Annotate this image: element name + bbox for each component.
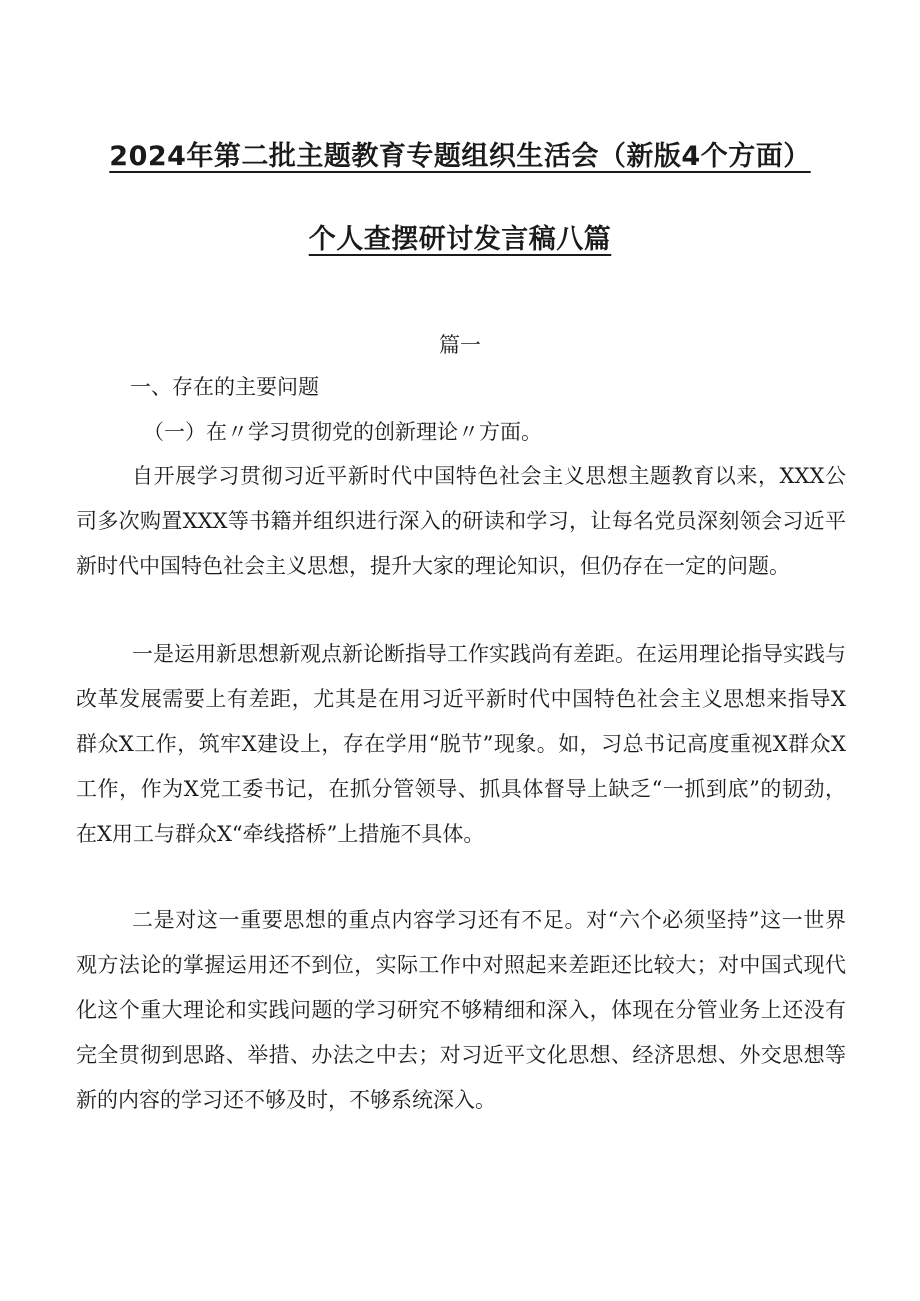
section-label: 篇一	[439, 333, 481, 357]
heading-level-1: 一、存在的主要问题	[130, 375, 319, 399]
title-line-2-text: 个人查摆研讨发言稿八篇	[308, 224, 612, 255]
paragraph: 一是运用新思想新观点新论断指导工作实践尚有差距。在运用理论指导实践与改革发展需要上有差距，尤其是在用习近平新时代中国特色社会主义思想来指导X群众X工作，筑牢X建设上，存在学用“脱节”现象。如，习总书记高度重视X群众X工作，作为X党工委书记，在抓分管领导、抓具体督导上缺乏“一抓到底”的韧劲，在X用工与群众X“牵线搭桥”上措施不具体。	[76, 642, 846, 846]
paragraph: 自开展学习贯彻习近平新时代中国特色社会主义思想主题教育以来，XXX公司多次购置XXX等书籍并组织进行深入的研读和学习，让每名党员深刻领会习近平新时代中国特色社会主义思想，提升大家的理论知识，但仍存在一定的问题。	[76, 464, 846, 578]
title-line-1-text: 2024年第二批主题教育专题组织生活会（新版4个方面）	[109, 141, 811, 172]
document-title-line-1	[0, 143, 920, 170]
document-title-line-2	[0, 226, 920, 253]
heading-level-2: （一）在〃学习贯彻党的创新理论〃方面。	[143, 420, 542, 444]
paragraph: 二是对这一重要思想的重点内容学习还有不足。对“六个必须坚持”这一世界观方法论的掌握运用还不到位，实际工作中对照起来差距还比较大；对中国式现代化这个重大理论和实践问题的学习研究不够精细和深入，体现在分管业务上还没有完全贯彻到思路、举措、办法之中去；对习近平文化思想、经济思想、外交思想等新的内容的学习还不够及时，不够系统深入。	[76, 908, 846, 1112]
